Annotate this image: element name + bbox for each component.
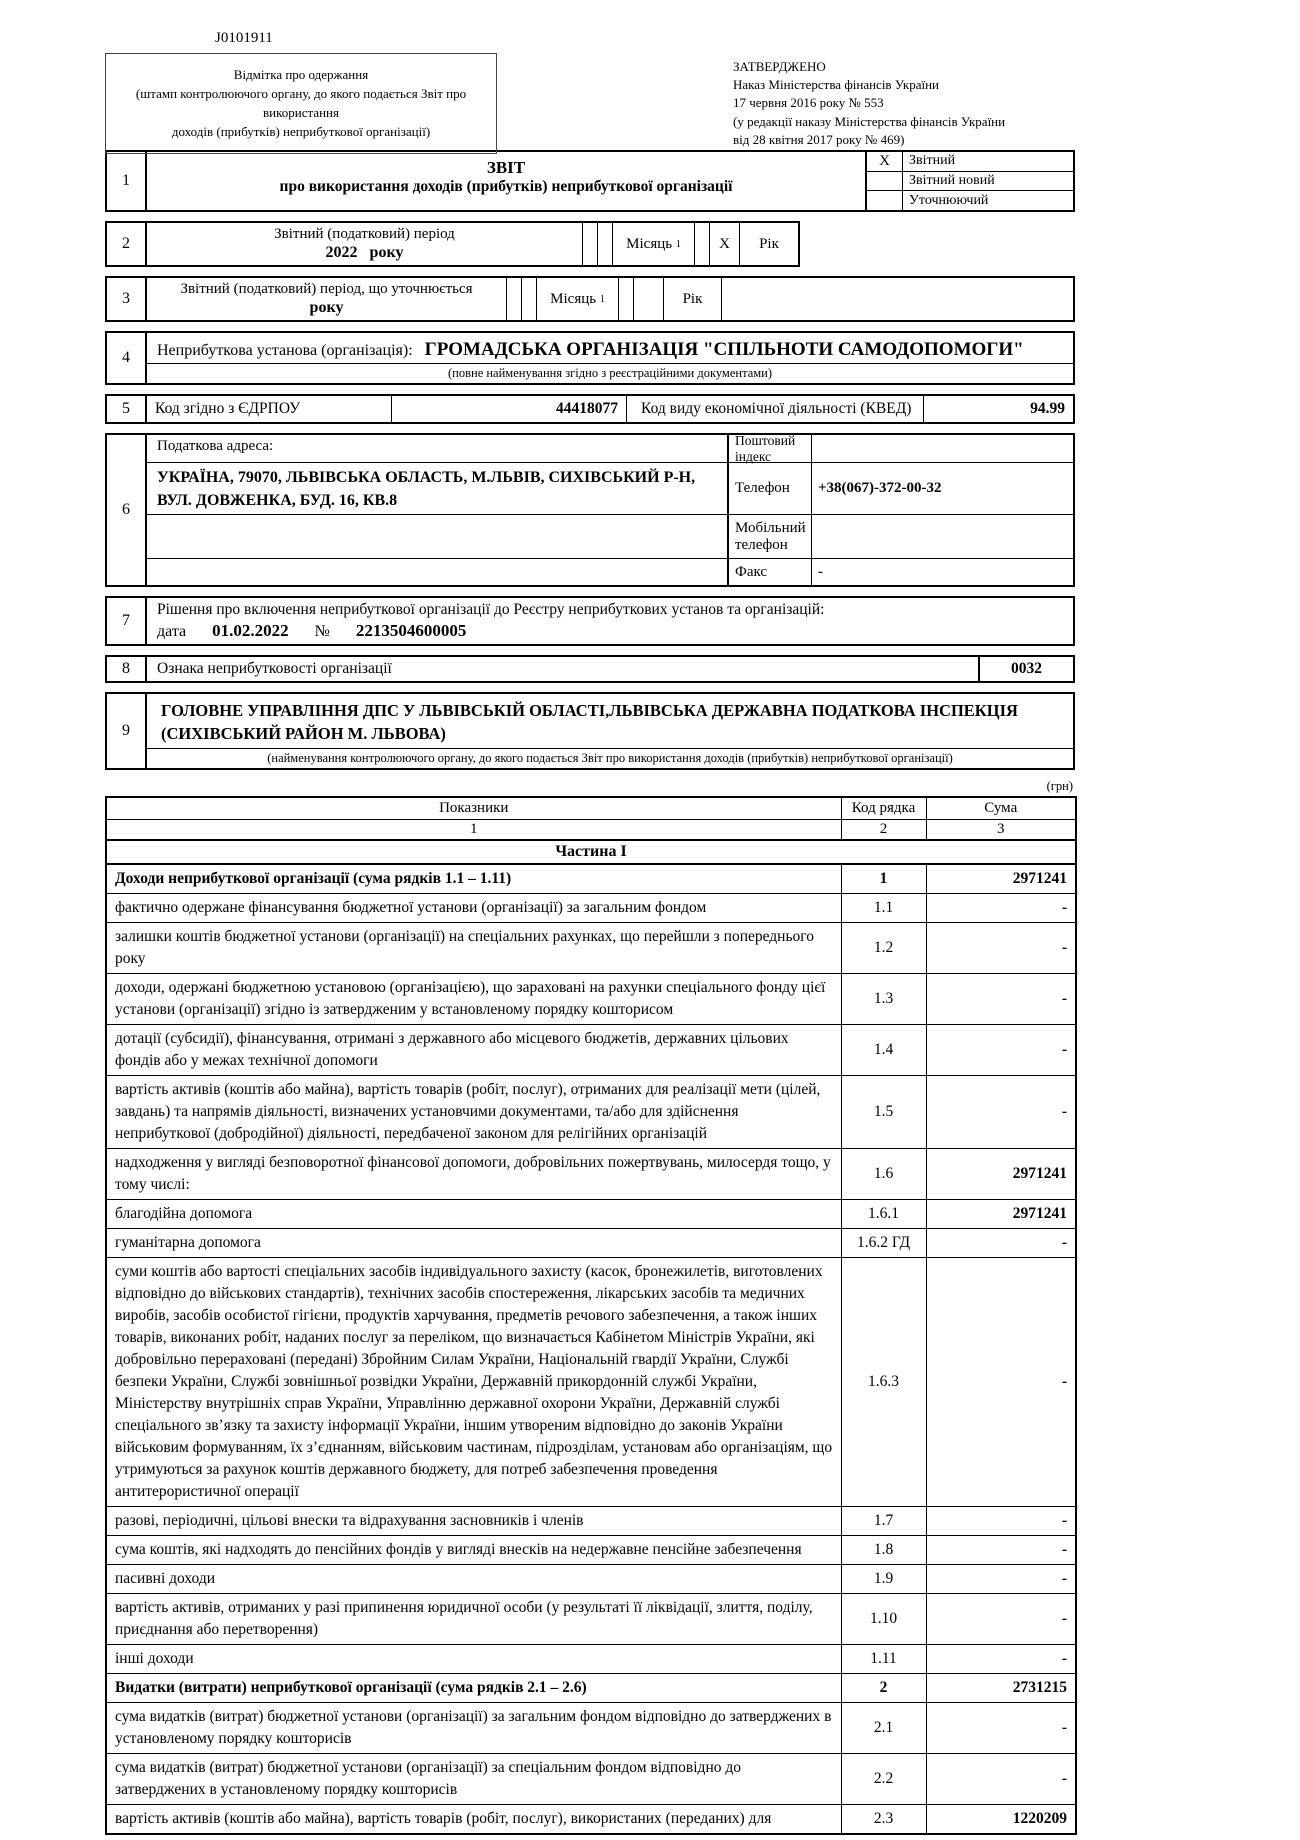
row-code: 1.4	[841, 1025, 926, 1076]
report-type-checkbox[interactable]: X	[867, 152, 903, 171]
row-number: 7	[107, 598, 147, 644]
row-6-address	[105, 433, 1075, 587]
table-row	[106, 1200, 1076, 1229]
row-sum-value: -	[926, 1565, 1076, 1594]
row-indicator-label: Видатки (витрати) неприбуткової організації (сума рядків 2.1 – 2.6)	[106, 1674, 841, 1703]
row-indicator-label: благодійна допомога	[106, 1200, 841, 1229]
table-row	[106, 1754, 1076, 1805]
mobile-value[interactable]	[812, 515, 1073, 559]
col-subnum-1: 1	[106, 820, 841, 841]
registry-label: Рішення про включення неприбуткової організації до Реєстру неприбуткових установ та організацій:	[157, 601, 825, 618]
row-indicator-label: фактично одержане фінансування бюджетної установи (організації) за загальним фондом	[106, 894, 841, 923]
contact-values	[811, 435, 1073, 585]
section-title: Частина I	[106, 840, 1076, 864]
row-code: 2.1	[841, 1703, 926, 1754]
table-row	[106, 1149, 1076, 1200]
row-code: 1.6.1	[841, 1200, 926, 1229]
row-sum-value: 2971241	[926, 1149, 1076, 1200]
table-row	[106, 1507, 1076, 1536]
table-row	[106, 1258, 1076, 1507]
address-block	[147, 435, 727, 585]
table-header-row	[106, 797, 1076, 820]
report-table	[105, 796, 1077, 1835]
row-sum-value: 2971241	[926, 1200, 1076, 1229]
registry-date-value[interactable]: 01.02.2022	[212, 621, 289, 640]
row-number: 2	[107, 223, 147, 265]
spacer-cell	[695, 223, 710, 265]
row-5-codes	[105, 394, 1075, 424]
row-number: 8	[107, 657, 147, 681]
col-header-sum: Сума	[926, 797, 1076, 820]
contact-labels	[727, 432, 811, 585]
row-code: 1.2	[841, 923, 926, 974]
row-sum-value: -	[926, 1025, 1076, 1076]
registry-number-label: №	[314, 623, 330, 640]
stamp-box-line: доходів (прибутків) неприбуткової організації)	[171, 123, 431, 139]
row-indicator-label: сума коштів, які надходять до пенсійних фондів у вигляді внесків на недержавне пенсійне забезпечення	[106, 1536, 841, 1565]
col-header-indicators: Показники	[106, 797, 841, 820]
table-row	[106, 923, 1076, 974]
report-type-checkbox[interactable]	[867, 191, 903, 210]
row-indicator-label: дотації (субсидії), фінансування, отримані з державного або місцевого бюджетів, державних цільових фондів або у межах технічної допомоги	[106, 1025, 841, 1076]
row-indicator-label: пасивні доходи	[106, 1565, 841, 1594]
row-indicator-label: надходження у вигляді безповоротної фінансової допомоги, добровільних пожертвувань, милосердя тощо, у тому числі:	[106, 1149, 841, 1200]
row-code: 2.3	[841, 1805, 926, 1835]
period-year[interactable]: 2022 року	[325, 244, 404, 261]
row-number: 3	[107, 278, 147, 320]
row-indicator-label: сума видатків (витрат) бюджетної установи (організації) за загальним фондом відповідно до затверджених в установленому порядку кошторисів	[106, 1703, 841, 1754]
month-digit-cell[interactable]	[583, 223, 598, 265]
table-row	[106, 974, 1076, 1025]
fax-label: Факс	[735, 563, 768, 580]
authority-caption: (найменування контролюючого органу, до якого подається Звіт про використання доходів (прибутків) неприбуткової організації)	[147, 748, 1073, 768]
table-row	[106, 894, 1076, 923]
clarified-period-year[interactable]: року	[309, 299, 344, 316]
registry-number-value[interactable]: 2213504600005	[355, 621, 467, 640]
clarified-period-label	[147, 278, 507, 320]
table-subnumber-row	[106, 820, 1076, 841]
approval-note	[733, 58, 1078, 149]
row-sum-value: -	[926, 1645, 1076, 1674]
row-4-organization	[105, 331, 1075, 385]
address-empty-row	[147, 515, 727, 559]
table-row	[106, 1076, 1076, 1149]
report-type-checkbox[interactable]	[867, 172, 903, 191]
row-7-registry	[105, 596, 1075, 646]
currency-note: (грн)	[1046, 779, 1073, 794]
table-row	[106, 1805, 1076, 1835]
year-label: Рік	[759, 235, 779, 252]
organization-label: Неприбуткова установа (організація):	[157, 342, 413, 359]
approval-note-line: від 28 квітня 2017 року № 469)	[733, 131, 905, 147]
registry-values	[157, 621, 1063, 641]
fax-value[interactable]: -	[818, 563, 823, 580]
edrpou-label: Код згідно з ЄДРПОУ	[147, 396, 392, 422]
organization-caption: (повне найменування згідно з реєстраційними документами)	[147, 363, 1073, 383]
row-code: 1.10	[841, 1594, 926, 1645]
row-number: 4	[107, 333, 147, 383]
row-indicator-label: інші доходи	[106, 1645, 841, 1674]
row-sum-value: -	[926, 1594, 1076, 1645]
row-code: 1.7	[841, 1507, 926, 1536]
row-number: 1	[107, 152, 147, 210]
row-sum-value: -	[926, 894, 1076, 923]
row-sum-value: -	[926, 1703, 1076, 1754]
row-indicator-label: доходи, одержані бюджетною установою (організацією), що зараховані на рахунки спеціального фонду цієї установи (організації) згідно із затвердженим у встановленому порядку кошторисом	[106, 974, 841, 1025]
approval-note-line: (у редакції наказу Міністерства фінансів України	[733, 113, 1006, 129]
row-code: 1.6.3	[841, 1258, 926, 1507]
row-code: 1.11	[841, 1645, 926, 1674]
row-sum-value: 1220209	[926, 1805, 1076, 1835]
postal-value[interactable]	[812, 435, 1073, 463]
table-row	[106, 1536, 1076, 1565]
row-sum-value: -	[926, 1229, 1076, 1258]
month-digit-cell[interactable]	[507, 278, 522, 320]
row-code: 1.8	[841, 1536, 926, 1565]
nonprofit-attr-value[interactable]: 0032	[978, 657, 1073, 681]
table-row	[106, 1594, 1076, 1645]
row-8-nonprofit-attr	[105, 655, 1075, 683]
report-type-label: Звітний новий	[909, 173, 995, 188]
month-label: Місяць 1	[537, 278, 619, 320]
address-empty-row	[147, 559, 727, 585]
row-number: 6	[107, 435, 147, 585]
edrpou-value[interactable]: 44418077	[392, 396, 627, 422]
report-type-row	[867, 172, 1073, 192]
row-sum-value: -	[926, 1076, 1076, 1149]
row-sum-value: 2971241	[926, 864, 1076, 894]
table-row	[106, 1645, 1076, 1674]
stamp-box	[105, 53, 497, 154]
stamp-box-line: (штамп контролюючого органу, до якого подається Звіт про використання	[135, 85, 467, 120]
row-code: 1.9	[841, 1565, 926, 1594]
report-type-label: Уточнюючий	[909, 192, 989, 208]
kved-value[interactable]: 94.99	[923, 396, 1073, 422]
row-sum-value: -	[926, 1754, 1076, 1805]
row-code: 1.3	[841, 974, 926, 1025]
table-row	[106, 1025, 1076, 1076]
phone-value[interactable]: +38(067)-372-00-32	[812, 463, 1073, 515]
table-row	[106, 1703, 1076, 1754]
report-title	[147, 152, 865, 210]
organization-name-value[interactable]: ГРОМАДСЬКА ОРГАНІЗАЦІЯ "СПІЛЬНОТИ САМОДОПОМОГИ"	[424, 339, 1024, 360]
month-digit-cell[interactable]	[598, 223, 613, 265]
year-checkbox[interactable]: X	[710, 223, 740, 265]
address-label: Податкова адреса:	[147, 435, 727, 463]
year-checkbox[interactable]	[634, 278, 664, 320]
report-title-line1: ЗВІТ	[486, 158, 526, 177]
row-code: 1	[841, 864, 926, 894]
row-code: 2	[841, 1674, 926, 1703]
row-sum-value: -	[926, 974, 1076, 1025]
row-indicator-label: залишки коштів бюджетної установи (організації) на спеціальних рахунках, що перейшли з попереднього року	[106, 923, 841, 974]
row-sum-value: -	[926, 1507, 1076, 1536]
table-row	[106, 1565, 1076, 1594]
row-code: 1.5	[841, 1076, 926, 1149]
year-label: Рік	[664, 278, 722, 320]
row-number: 9	[107, 694, 147, 768]
report-type-row	[867, 152, 1073, 172]
table-row	[106, 1229, 1076, 1258]
approval-note-line: Наказ Міністерства фінансів України	[733, 77, 939, 93]
clarified-period-label-text: Звітний (податковий) період, що уточнюється	[180, 281, 473, 297]
row-indicator-label: Доходи неприбуткової організації (сума рядків 1.1 – 1.11)	[106, 864, 841, 894]
row-code: 1.1	[841, 894, 926, 923]
row-code: 1.6	[841, 1149, 926, 1200]
row-9-authority	[105, 692, 1075, 770]
row-3-clarified-period	[105, 276, 1075, 322]
month-label: Місяць 1	[613, 223, 695, 265]
mobile-label: Мобільний телефон	[729, 515, 811, 559]
organization-name-line	[147, 333, 1073, 363]
table-row	[106, 1674, 1076, 1703]
address-value[interactable]: УКРАЇНА, 79070, ЛЬВІВСЬКА ОБЛАСТЬ, М.ЛЬВІВ, СИХІВСЬКИЙ Р-Н, ВУЛ. ДОВЖЕНКА, БУД. 16, КВ.8	[147, 463, 727, 515]
row-sum-value: 2731215	[926, 1674, 1076, 1703]
row-indicator-label: суми коштів або вартості спеціальних засобів індивідуального захисту (касок, бронежилетів, виготовлених відповідно до військових стандартів), технічних засобів спостереження, лікарських засобів та медичних виробів, засобів особистої гігієни, продуктів харчування, предметів речового забезпечення, а також інших товарів, виконаних робіт, наданих послуг за переліком, що визначається Кабінетом Міністрів України, які добровільно перераховані (передані) Збройним Силам України, Національній гвардії України, Службі безпеки України, Службі зовнішньої розвідки України, Державній прикордонній службі України, Міністерству внутрішніх справ України, Управлінню державної охорони України, Державній службі спеціального зв’язку та захисту інформації України, іншим утвореним відповідно до законів України військовим формуванням, їх з’єднанням, військовим частинам, підрозділам, установам або організаціям, що утримуються за рахунок коштів державного бюджету, для потреб забезпечення проведення антитерористичної операції	[106, 1258, 841, 1507]
report-type-row	[867, 191, 1073, 210]
row-2-period	[105, 221, 800, 267]
registry-date-label: дата	[157, 623, 187, 640]
col-subnum-3: 3	[926, 820, 1076, 841]
period-label	[147, 223, 583, 265]
row-indicator-label: вартість активів (коштів або майна), вартість товарів (робіт, послуг), використаних (переданих) для	[106, 1805, 841, 1835]
report-title-line2: про використання доходів (прибутків) неприбуткової організації	[279, 178, 733, 195]
report-type-table	[865, 152, 1073, 210]
row-number: 5	[107, 396, 147, 422]
kved-label: Код виду економічної діяльності (КВЕД)	[641, 400, 912, 417]
postal-label: Поштовий індекс	[729, 435, 811, 463]
col-subnum-2: 2	[841, 820, 926, 841]
form-code: J0101911	[215, 30, 273, 46]
row-1-title	[105, 150, 1075, 212]
month-digit-cell[interactable]	[522, 278, 537, 320]
report-document	[105, 0, 1075, 1835]
row-sum-value: -	[926, 923, 1076, 974]
row-indicator-label: вартість активів (коштів або майна), вартість товарів (робіт, послуг), отриманих для реалізації мети (цілей, завдань) та напрямів діяльності, визначених установчими документами, та/або для здійснення неприбуткової (добродійної) діяльності, передбаченої законом для релігійних організацій	[106, 1076, 841, 1149]
report-type-label: Звітний	[909, 153, 956, 169]
row-indicator-label: гуманітарна допомога	[106, 1229, 841, 1258]
period-label-text: Звітний (податковий) період	[274, 226, 455, 242]
row-sum-value: -	[926, 1258, 1076, 1507]
document-header	[105, 30, 1075, 150]
empty-area	[722, 278, 1073, 320]
nonprofit-attr-label: Ознака неприбутковості організації	[157, 660, 392, 677]
row-code: 2.2	[841, 1754, 926, 1805]
row-code: 1.6.2 ГД	[841, 1229, 926, 1258]
section-row	[106, 840, 1076, 864]
row-indicator-label: разові, періодичні, цільові внески та відрахування засновників і членів	[106, 1507, 841, 1536]
report-table-body	[106, 840, 1076, 1834]
spacer-cell	[619, 278, 634, 320]
row-sum-value: -	[926, 1536, 1076, 1565]
approval-note-line: ЗАТВЕРДЖЕНО	[733, 59, 826, 74]
approval-note-line: 17 червня 2016 року № 553	[733, 95, 884, 111]
row-indicator-label: вартість активів, отриманих у разі припинення юридичної особи (у результаті її ліквідації, злиття, поділу, приєднання або перетворення)	[106, 1594, 841, 1645]
col-header-row-code: Код рядка	[841, 797, 926, 820]
row-indicator-label: сума видатків (витрат) бюджетної установи (організації) за спеціальним фондом відповідно до затверджених в установленому порядку кошторисів	[106, 1754, 841, 1805]
phone-label: Телефон	[729, 463, 811, 515]
table-row	[106, 864, 1076, 894]
authority-name: ГОЛОВНЕ УПРАВЛІННЯ ДПС У ЛЬВІВСЬКІЙ ОБЛАСТІ,ЛЬВІВСЬКА ДЕРЖАВНА ПОДАТКОВА ІНСПЕКЦІЯ (СИХІВСЬКИЙ РАЙОН М. ЛЬВОВА)	[161, 701, 1018, 744]
stamp-box-line: Відмітка про одержання	[233, 67, 369, 82]
